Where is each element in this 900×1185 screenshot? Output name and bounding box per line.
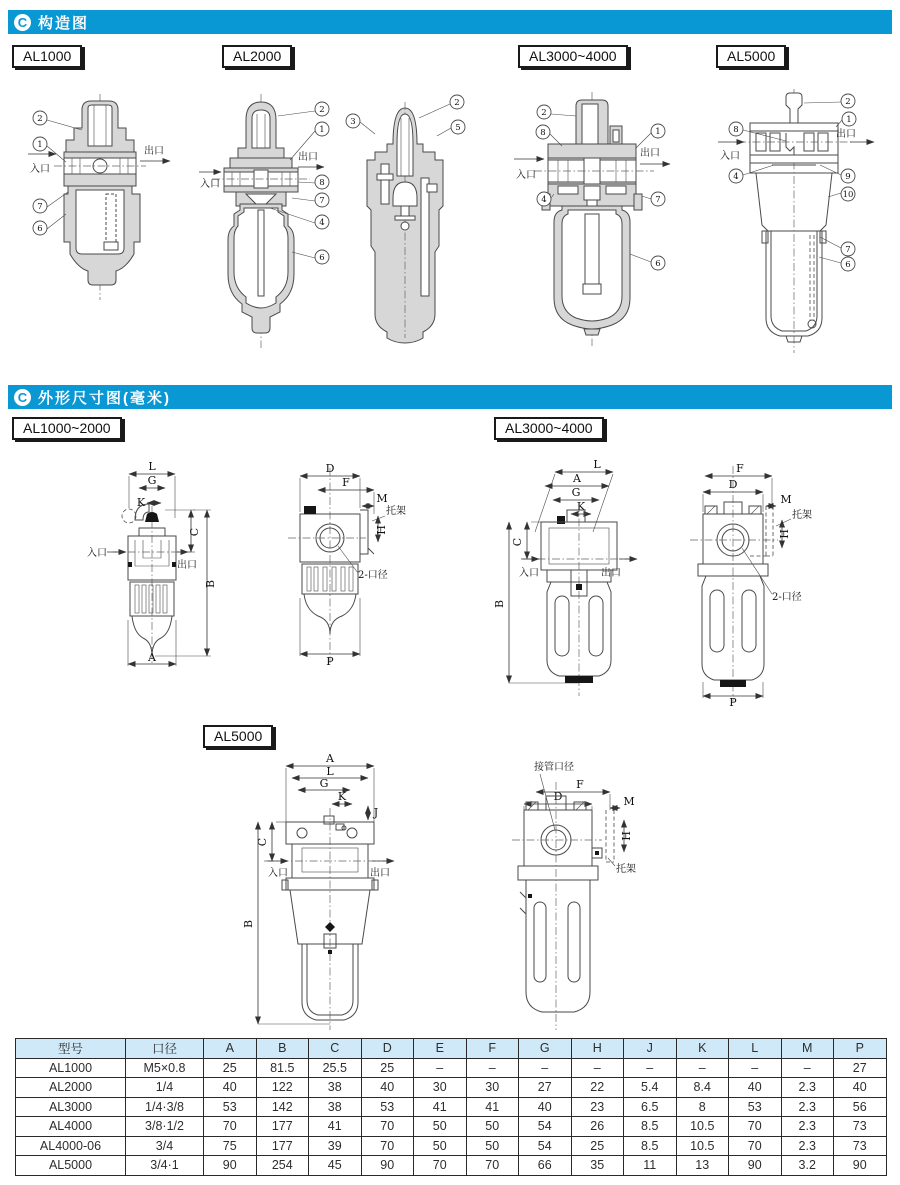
value-cell: 70 bbox=[414, 1156, 467, 1176]
svg-text:C: C bbox=[511, 537, 524, 547]
pipe-port-label: 接管口径 bbox=[534, 762, 574, 773]
value-cell: 142 bbox=[256, 1097, 309, 1117]
svg-text:7: 7 bbox=[845, 245, 851, 255]
value-cell: 90 bbox=[729, 1156, 782, 1176]
value-cell: 8.5 bbox=[624, 1136, 677, 1156]
two-port-label: 2-口径 bbox=[772, 592, 802, 603]
outlet-label: 出口 bbox=[370, 868, 390, 879]
value-cell: – bbox=[624, 1058, 677, 1078]
section-title: 构造图 bbox=[38, 14, 90, 32]
value-cell: 35 bbox=[571, 1156, 624, 1176]
value-cell: 75 bbox=[204, 1136, 257, 1156]
value-cell: 8.5 bbox=[624, 1117, 677, 1137]
callout bbox=[419, 95, 464, 118]
two-port-label: 2-口径 bbox=[358, 570, 388, 581]
column-header: D bbox=[361, 1039, 414, 1059]
model-tag-al5000-dim: AL5000 bbox=[203, 725, 273, 748]
svg-text:D: D bbox=[553, 790, 563, 803]
value-cell: 122 bbox=[256, 1078, 309, 1098]
inlet-label: 入口 bbox=[268, 868, 288, 879]
callout bbox=[537, 105, 576, 119]
svg-text:4: 4 bbox=[541, 195, 547, 205]
value-cell: 50 bbox=[414, 1117, 467, 1137]
svg-text:K: K bbox=[337, 790, 347, 803]
value-cell: 50 bbox=[414, 1136, 467, 1156]
column-header: 口径 bbox=[126, 1039, 204, 1059]
model-tag-al5000: AL5000 bbox=[716, 45, 786, 68]
svg-text:M: M bbox=[623, 795, 635, 808]
value-cell: – bbox=[414, 1058, 467, 1078]
svg-text:C: C bbox=[188, 527, 201, 537]
value-cell: 40 bbox=[834, 1078, 887, 1098]
value-cell: 3/4 bbox=[126, 1136, 204, 1156]
model-cell: AL4000-06 bbox=[16, 1136, 126, 1156]
value-cell: 70 bbox=[361, 1117, 414, 1137]
value-cell: 3/8·1/2 bbox=[126, 1117, 204, 1137]
value-cell: 41 bbox=[309, 1117, 362, 1137]
table-head bbox=[16, 1039, 887, 1059]
svg-text:1: 1 bbox=[846, 115, 852, 125]
svg-text:2: 2 bbox=[845, 97, 851, 107]
callout bbox=[828, 187, 855, 201]
value-cell: 54 bbox=[519, 1117, 572, 1137]
value-cell: 70 bbox=[466, 1156, 519, 1176]
value-cell: 27 bbox=[834, 1058, 887, 1078]
value-cell: 1/4 bbox=[126, 1078, 204, 1098]
table-row bbox=[16, 1117, 887, 1137]
value-cell: 3.2 bbox=[781, 1156, 834, 1176]
column-header: 型号 bbox=[16, 1039, 126, 1059]
svg-text:10: 10 bbox=[842, 190, 854, 200]
svg-text:8: 8 bbox=[733, 125, 739, 135]
value-cell: 50 bbox=[466, 1136, 519, 1156]
value-cell: 10.5 bbox=[676, 1117, 729, 1137]
value-cell: 25 bbox=[571, 1136, 624, 1156]
svg-text:6: 6 bbox=[845, 260, 851, 270]
column-header: G bbox=[519, 1039, 572, 1059]
model-cell: AL2000 bbox=[16, 1078, 126, 1098]
svg-text:9: 9 bbox=[845, 172, 851, 182]
value-cell: 70 bbox=[729, 1136, 782, 1156]
value-cell: 40 bbox=[204, 1078, 257, 1098]
value-cell: 26 bbox=[571, 1117, 624, 1137]
svg-text:7: 7 bbox=[319, 196, 325, 206]
model-cell: AL5000 bbox=[16, 1156, 126, 1176]
value-cell: – bbox=[519, 1058, 572, 1078]
value-cell: 70 bbox=[729, 1117, 782, 1137]
svg-text:F: F bbox=[736, 462, 744, 475]
svg-text:8: 8 bbox=[319, 178, 325, 188]
outlet-label: 出口 bbox=[601, 568, 621, 579]
value-cell: 3/4·1 bbox=[126, 1156, 204, 1176]
value-cell: 2.3 bbox=[781, 1078, 834, 1098]
value-cell: 27 bbox=[519, 1078, 572, 1098]
svg-text:B: B bbox=[204, 579, 217, 589]
callout bbox=[292, 193, 329, 207]
column-header: E bbox=[414, 1039, 467, 1059]
callout bbox=[437, 120, 465, 136]
svg-text:D: D bbox=[728, 478, 738, 491]
structure-diagram-al2000-cut bbox=[343, 86, 483, 371]
svg-text:B: B bbox=[242, 919, 255, 929]
value-cell: 41 bbox=[466, 1097, 519, 1117]
value-cell: – bbox=[571, 1058, 624, 1078]
value-cell: 8 bbox=[676, 1097, 729, 1117]
value-cell: 177 bbox=[256, 1117, 309, 1137]
structure-diagram-al3000 bbox=[488, 86, 703, 376]
value-cell: – bbox=[466, 1058, 519, 1078]
table-body bbox=[16, 1058, 887, 1175]
model-tag-al3000-4000-dim: AL3000~4000 bbox=[494, 417, 604, 440]
value-cell: 53 bbox=[729, 1097, 782, 1117]
model-tag-al1000: AL1000 bbox=[12, 45, 82, 68]
structure-diagram-al1000 bbox=[10, 88, 200, 353]
value-cell: 39 bbox=[309, 1136, 362, 1156]
outlet-label: 出口 bbox=[177, 560, 197, 571]
column-header: F bbox=[466, 1039, 519, 1059]
table-row bbox=[16, 1097, 887, 1117]
svg-text:L: L bbox=[593, 458, 601, 471]
callout bbox=[292, 250, 329, 264]
value-cell: 11 bbox=[624, 1156, 677, 1176]
value-cell: 90 bbox=[204, 1156, 257, 1176]
value-cell: 53 bbox=[361, 1097, 414, 1117]
svg-text:F: F bbox=[576, 778, 584, 791]
model-tag-al3000-4000: AL3000~4000 bbox=[518, 45, 628, 68]
svg-text:K: K bbox=[136, 496, 146, 509]
callout bbox=[33, 192, 68, 213]
callout bbox=[536, 125, 562, 146]
callout bbox=[642, 192, 665, 206]
column-header: J bbox=[624, 1039, 677, 1059]
table-header-row bbox=[16, 1039, 887, 1059]
value-cell: 45 bbox=[309, 1156, 362, 1176]
outlet-label: 出口 bbox=[298, 152, 318, 163]
model-cell: AL1000 bbox=[16, 1058, 126, 1078]
model-cell: AL4000 bbox=[16, 1117, 126, 1137]
svg-text:2: 2 bbox=[319, 105, 325, 115]
svg-text:P: P bbox=[729, 696, 737, 709]
value-cell: 40 bbox=[361, 1078, 414, 1098]
value-cell: 56 bbox=[834, 1097, 887, 1117]
table-row bbox=[16, 1058, 887, 1078]
model-tag-al1000-2000: AL1000~2000 bbox=[12, 417, 122, 440]
value-cell: M5×0.8 bbox=[126, 1058, 204, 1078]
inlet-label: 入口 bbox=[516, 170, 536, 181]
svg-text:6: 6 bbox=[655, 259, 661, 269]
section-title: 外形尺寸图(毫米) bbox=[38, 389, 171, 407]
inlet-label: 入口 bbox=[200, 179, 220, 190]
table-row bbox=[16, 1078, 887, 1098]
section-icon: C bbox=[14, 389, 31, 406]
value-cell: 25 bbox=[204, 1058, 257, 1078]
value-cell: 73 bbox=[834, 1136, 887, 1156]
value-cell: 90 bbox=[834, 1156, 887, 1176]
dimension-diagram-al3000-4000-side bbox=[620, 456, 820, 708]
callout bbox=[636, 124, 665, 148]
value-cell: 2.3 bbox=[781, 1117, 834, 1137]
inlet-label: 入口 bbox=[30, 164, 50, 175]
svg-text:2: 2 bbox=[541, 108, 547, 118]
value-cell: 30 bbox=[466, 1078, 519, 1098]
callout bbox=[836, 112, 856, 127]
value-cell: – bbox=[781, 1058, 834, 1078]
svg-text:J: J bbox=[373, 806, 379, 819]
svg-text:M: M bbox=[780, 493, 792, 506]
value-cell: – bbox=[729, 1058, 782, 1078]
callout bbox=[346, 114, 375, 134]
svg-text:6: 6 bbox=[319, 253, 325, 263]
svg-text:M: M bbox=[376, 492, 388, 505]
svg-text:D: D bbox=[325, 462, 335, 475]
value-cell: 10.5 bbox=[676, 1136, 729, 1156]
svg-text:A: A bbox=[326, 752, 334, 765]
svg-text:L: L bbox=[326, 765, 334, 778]
value-cell: 8.4 bbox=[676, 1078, 729, 1098]
svg-text:G: G bbox=[147, 474, 157, 487]
table-row bbox=[16, 1156, 887, 1176]
bracket-label: 托架 bbox=[386, 506, 406, 517]
column-header: C bbox=[309, 1039, 362, 1059]
svg-text:C: C bbox=[256, 837, 269, 847]
value-cell: 254 bbox=[256, 1156, 309, 1176]
value-cell: 177 bbox=[256, 1136, 309, 1156]
column-header: A bbox=[204, 1039, 257, 1059]
structure-diagram-al2000-main bbox=[198, 86, 348, 371]
callout bbox=[33, 111, 82, 130]
svg-text:K: K bbox=[576, 500, 586, 513]
value-cell: 70 bbox=[361, 1136, 414, 1156]
svg-text:H: H bbox=[375, 525, 388, 535]
section-header-dimensions bbox=[8, 385, 892, 409]
value-cell: 90 bbox=[361, 1156, 414, 1176]
model-tag-al2000: AL2000 bbox=[222, 45, 292, 68]
callout bbox=[298, 175, 329, 189]
value-cell: 1/4·3/8 bbox=[126, 1097, 204, 1117]
value-cell: 38 bbox=[309, 1097, 362, 1117]
column-header: K bbox=[676, 1039, 729, 1059]
dimension-spec-table bbox=[15, 1038, 887, 1176]
value-cell: 40 bbox=[519, 1097, 572, 1117]
callout bbox=[819, 257, 855, 271]
dimension-diagram-al5000-side bbox=[468, 752, 658, 1037]
callout bbox=[820, 237, 855, 256]
callout bbox=[630, 254, 665, 270]
svg-text:6: 6 bbox=[37, 224, 43, 234]
value-cell: 5.4 bbox=[624, 1078, 677, 1098]
value-cell: 23 bbox=[571, 1097, 624, 1117]
value-cell: 50 bbox=[466, 1117, 519, 1137]
svg-text:H: H bbox=[620, 831, 633, 841]
column-header: L bbox=[729, 1039, 782, 1059]
svg-text:B: B bbox=[493, 599, 506, 609]
svg-text:1: 1 bbox=[319, 125, 325, 135]
value-cell: 70 bbox=[204, 1117, 257, 1137]
value-cell: – bbox=[676, 1058, 729, 1078]
svg-text:F: F bbox=[342, 476, 350, 489]
svg-text:5: 5 bbox=[455, 123, 461, 133]
section-header-structure bbox=[8, 10, 892, 34]
callout bbox=[33, 137, 66, 162]
model-cell: AL3000 bbox=[16, 1097, 126, 1117]
svg-text:2: 2 bbox=[454, 98, 460, 108]
bracket-label: 托架 bbox=[792, 510, 812, 521]
value-cell: 73 bbox=[834, 1117, 887, 1137]
inlet-label: 入口 bbox=[720, 151, 740, 162]
inlet-label: 入口 bbox=[519, 568, 539, 579]
dimension-diagram-al5000-front bbox=[228, 752, 448, 1037]
value-cell: 6.5 bbox=[624, 1097, 677, 1117]
svg-text:7: 7 bbox=[655, 195, 661, 205]
svg-text:4: 4 bbox=[319, 218, 325, 228]
svg-text:2: 2 bbox=[37, 114, 43, 124]
column-header: M bbox=[781, 1039, 834, 1059]
value-cell: 38 bbox=[309, 1078, 362, 1098]
bracket-label: 托架 bbox=[616, 864, 636, 875]
svg-text:A: A bbox=[148, 651, 156, 664]
callout bbox=[33, 214, 66, 235]
column-header: B bbox=[256, 1039, 309, 1059]
dimension-diagram-al1000-2000-front bbox=[85, 458, 255, 673]
value-cell: 30 bbox=[414, 1078, 467, 1098]
callout bbox=[804, 94, 855, 108]
svg-text:G: G bbox=[571, 486, 581, 499]
outlet-label: 出口 bbox=[144, 146, 164, 157]
value-cell: 2.3 bbox=[781, 1097, 834, 1117]
svg-text:7: 7 bbox=[37, 202, 43, 212]
value-cell: 41 bbox=[414, 1097, 467, 1117]
value-cell: 25 bbox=[361, 1058, 414, 1078]
svg-text:4: 4 bbox=[733, 172, 739, 182]
column-header: P bbox=[834, 1039, 887, 1059]
structure-diagram-al5000 bbox=[698, 85, 898, 400]
value-cell: 53 bbox=[204, 1097, 257, 1117]
value-cell: 13 bbox=[676, 1156, 729, 1176]
callout bbox=[278, 102, 329, 116]
svg-text:A: A bbox=[573, 472, 581, 485]
svg-text:G: G bbox=[319, 777, 329, 790]
outlet-label: 出口 bbox=[640, 148, 660, 159]
outlet-label: 出口 bbox=[836, 129, 856, 140]
value-cell: 22 bbox=[571, 1078, 624, 1098]
svg-text:3: 3 bbox=[350, 117, 356, 127]
svg-text:8: 8 bbox=[540, 128, 546, 138]
svg-text:1: 1 bbox=[655, 127, 661, 137]
inlet-label: 入口 bbox=[87, 548, 107, 559]
callout bbox=[729, 165, 774, 183]
svg-text:H: H bbox=[778, 529, 791, 539]
section-icon: C bbox=[14, 14, 31, 31]
value-cell: 54 bbox=[519, 1136, 572, 1156]
dimension-diagram-al1000-2000-side bbox=[262, 458, 412, 673]
svg-text:L: L bbox=[148, 460, 156, 473]
svg-text:P: P bbox=[326, 655, 334, 668]
value-cell: 2.3 bbox=[781, 1136, 834, 1156]
value-cell: 81.5 bbox=[256, 1058, 309, 1078]
value-cell: 40 bbox=[729, 1078, 782, 1098]
column-header: H bbox=[571, 1039, 624, 1059]
table-row bbox=[16, 1136, 887, 1156]
value-cell: 25.5 bbox=[309, 1058, 362, 1078]
svg-text:1: 1 bbox=[37, 140, 43, 150]
value-cell: 66 bbox=[519, 1156, 572, 1176]
